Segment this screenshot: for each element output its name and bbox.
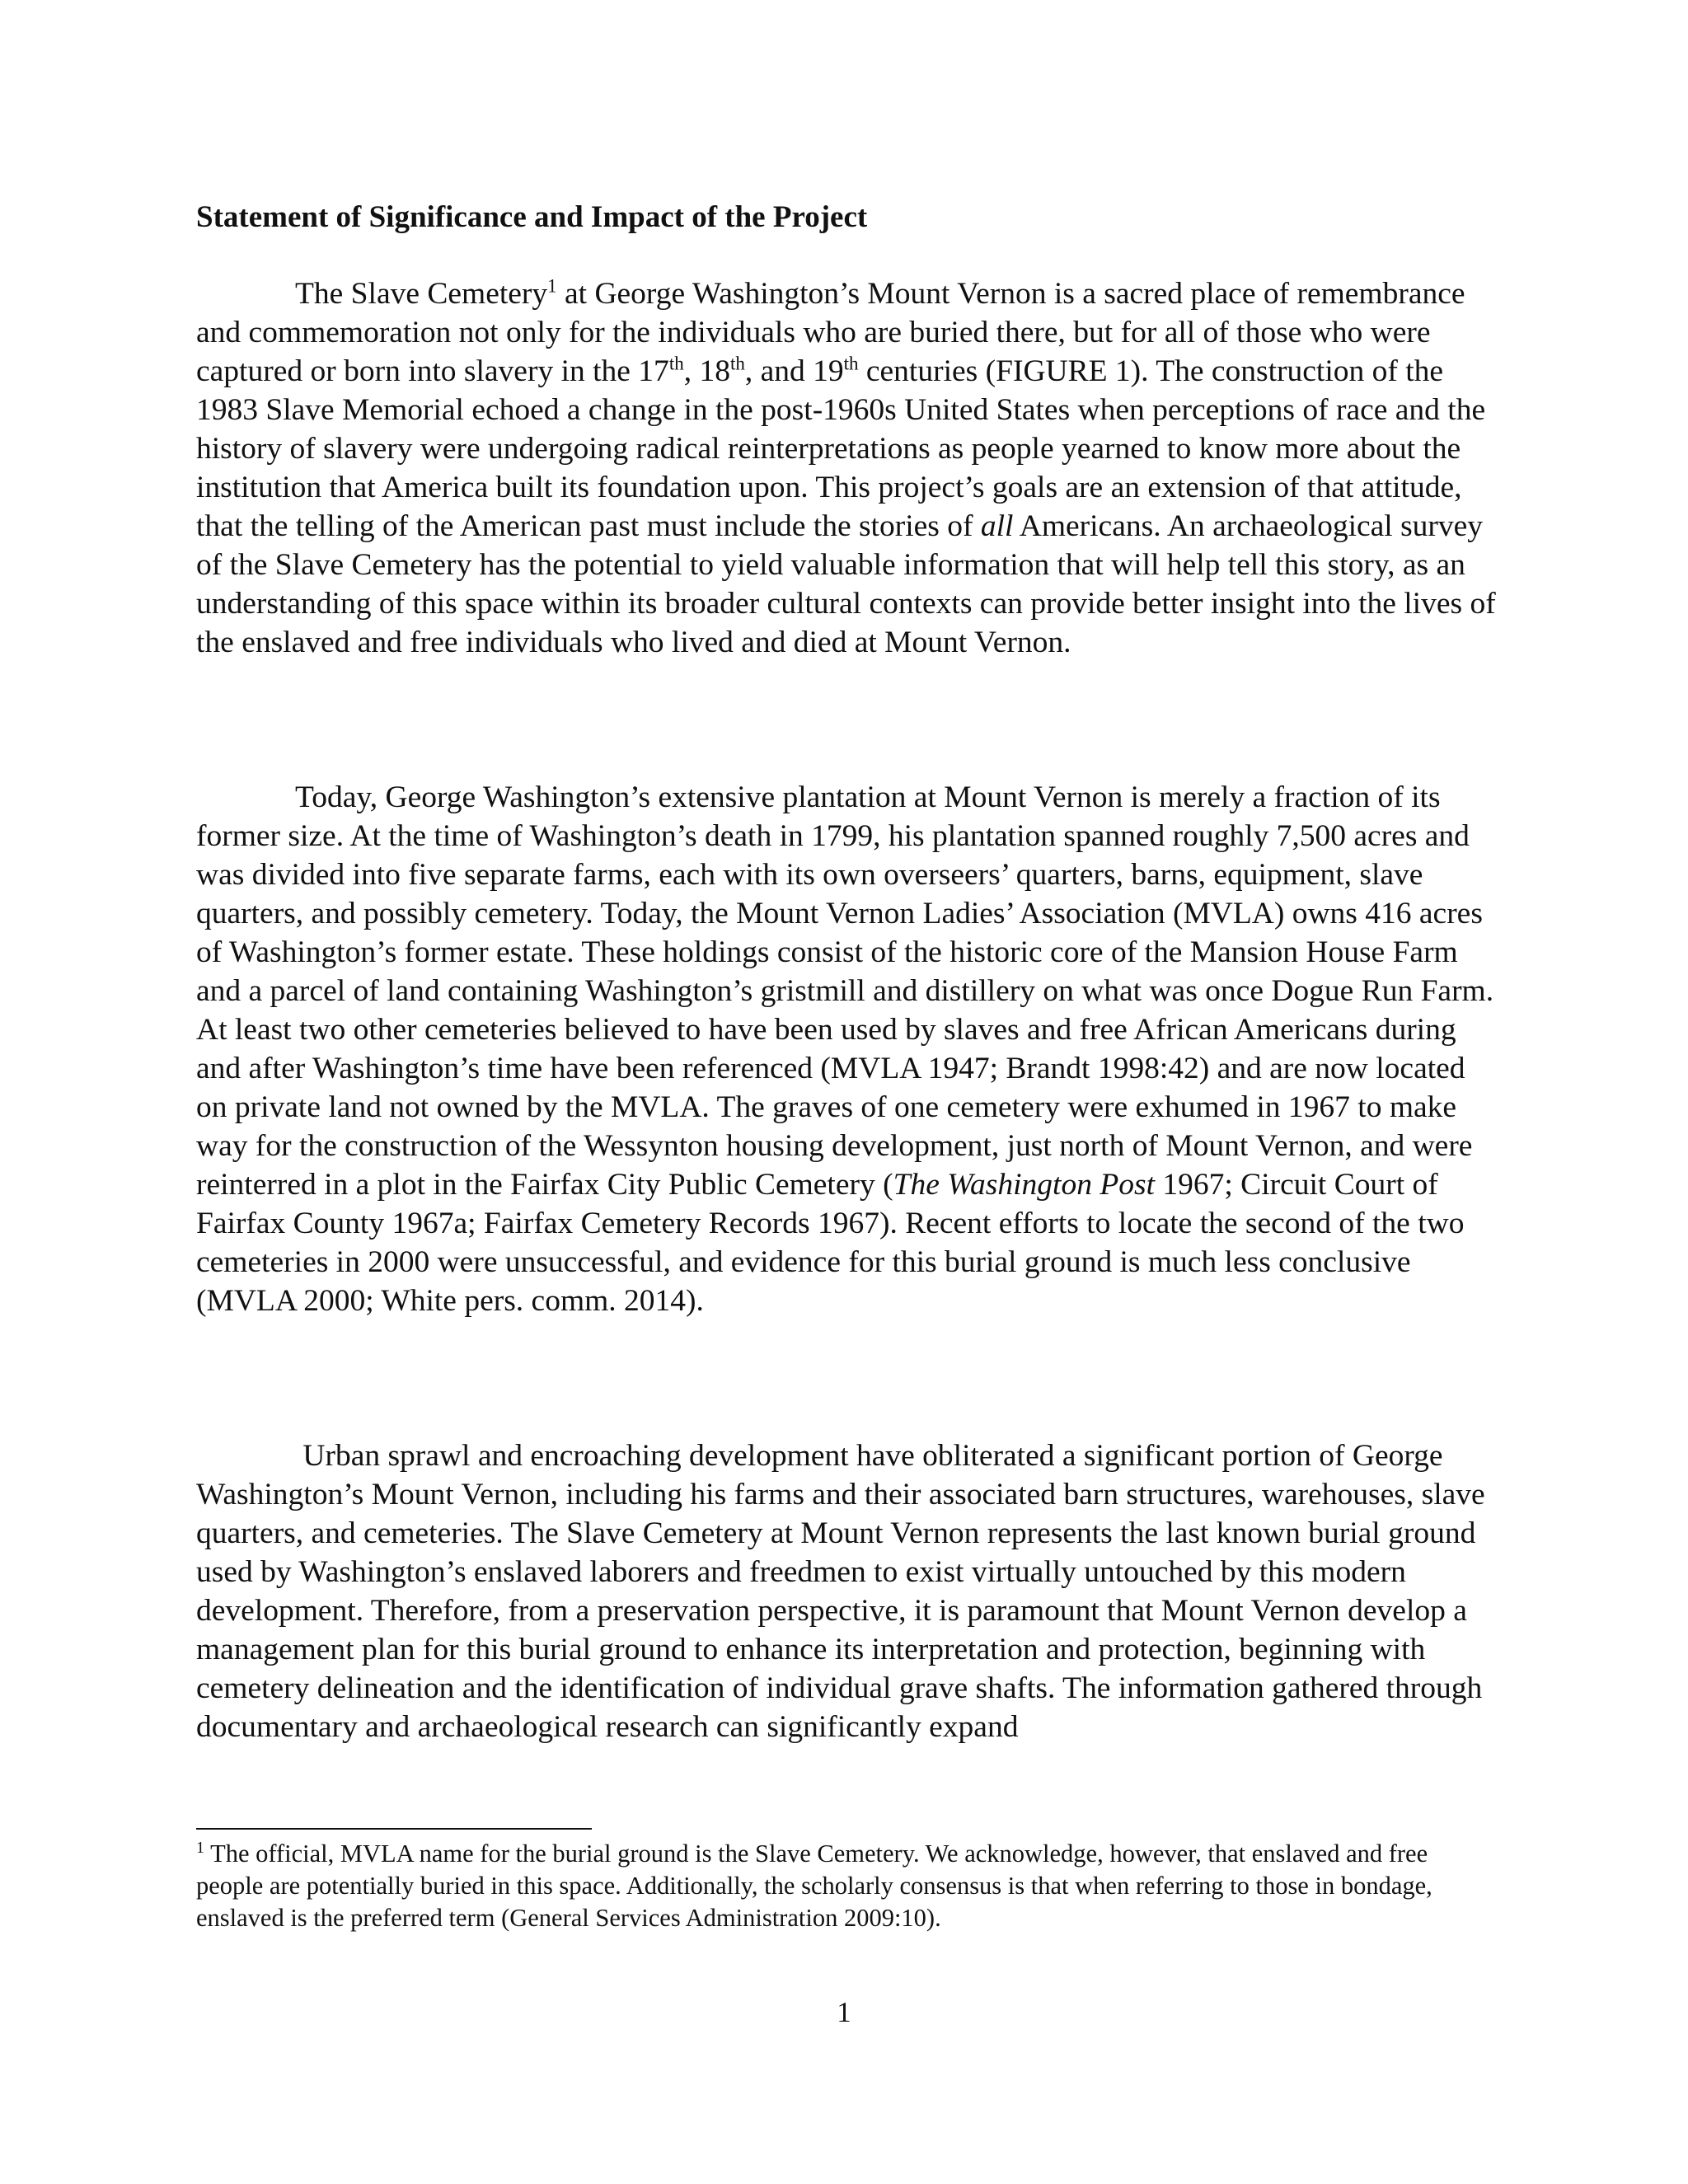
paragraph-text: centuries (FIGURE 1). The construction of the 1983 Slave Memorial echoed a change in the post-1960s United States when perceptions of race and the history of slavery were undergoing radical reinterpretations as people yearned to know more about the institution that America built its foundation upon. This project’s goals are an extension of that attitude, that the telling of the American past must include the stories of	[196, 354, 1486, 543]
emphasis-text: all	[980, 509, 1014, 543]
section-heading: Statement of Significance and Impact of the Project	[196, 200, 868, 234]
paragraph-plantation-history	[196, 778, 1498, 1320]
paragraph-preservation	[196, 1436, 1498, 1746]
paragraph-text: at George Washington’s Mount Vernon is a sacred place of remembrance and commemoration not only for the individuals who are buried there, but for all of those who were captured or born into slavery in the 17	[196, 277, 1465, 388]
ordinal-suffix: th	[729, 353, 745, 374]
ordinal-suffix: th	[843, 353, 859, 374]
footnote-separator	[196, 1828, 592, 1830]
citation-title: The Washington Post	[893, 1168, 1156, 1202]
paragraph-significance	[196, 274, 1498, 662]
footnote-marker: 1	[196, 1838, 204, 1857]
paragraph-text: Americans. An archaeological survey of the Slave Cemetery has the potential to yield valuable information that will help tell this story, as an understanding of this space within its broader cultural contexts can provide better insight into the lives of the enslaved and free individuals who lived and died at Mount Vernon.	[196, 509, 1496, 659]
footnote-reference: 1	[547, 275, 557, 297]
page-number: 1	[837, 1996, 851, 2028]
footnote-text: The official, MVLA name for the burial ground is the Slave Cemetery. We acknowledge, however, that enslaved and free people are potentially buried in this space. Additionally, the scholarly consensus is that when referring to those in bondage, enslaved is the preferred term (General Services Administration 2009:10).	[196, 1840, 1432, 1932]
paragraph-text: 1967; Circuit Court of Fairfax County 1967a; Fairfax Cemetery Records 1967). Recent efforts to locate the second of the two cemeteries in 2000 were unsuccessful, and evidence for this burial ground is much less conclusive (MVLA 2000; White pers. comm. 2014).	[196, 1168, 1465, 1318]
paragraph-text: , 18	[683, 354, 730, 388]
paragraph-text: , and 19	[744, 354, 844, 388]
paragraph-text: Urban sprawl and encroaching development have obliterated a significant portion of George Washington’s Mount Vernon, including his farms and their associated barn structures, warehouses, slave quarters, and cemeteries. The Slave Cemetery at Mount Vernon represents the last known burial ground used by Washington’s enslaved laborers and freedmen to exist virtually untouched by this modern development. Therefore, from a preservation perspective, it is paramount that Mount Vernon develop a management plan for this burial ground to enhance its interpretation and protection, beginning with cemetery delineation and the identification of individual grave shafts. The information gathered through documentary and archaeological research can significantly expand	[196, 1439, 1485, 1744]
footnote	[196, 1838, 1498, 1934]
ordinal-suffix: th	[668, 353, 684, 374]
paragraph-text: Today, George Washington’s extensive plantation at Mount Vernon is merely a fraction of its former size. At the time of Washington’s death in 1799, his plantation spanned roughly 7,500 acres and was divided into five separate farms, each with its own overseers’ quarters, barns, equipment, slave quarters, and possibly cemetery. Today, the Mount Vernon Ladies’ Association (MVLA) owns 416 acres of Washington’s former estate. These holdings consist of the historic core of the Mansion House Farm and a parcel of land containing Washington’s gristmill and distillery on what was once Dogue Run Farm. At least two other cemeteries believed to have been used by slaves and free African Americans during and after Washington’s time have been referenced (MVLA 1947; Brandt 1998:42) and are now located on private land not owned by the MVLA. The graves of one cemetery were exhumed in 1967 to make way for the construction of the Wessynton housing development, just north of Mount Vernon, and were reinterred in a plot in the Fairfax City Public Cemetery (	[196, 780, 1494, 1202]
paragraph-text: The Slave Cemetery	[295, 277, 548, 311]
